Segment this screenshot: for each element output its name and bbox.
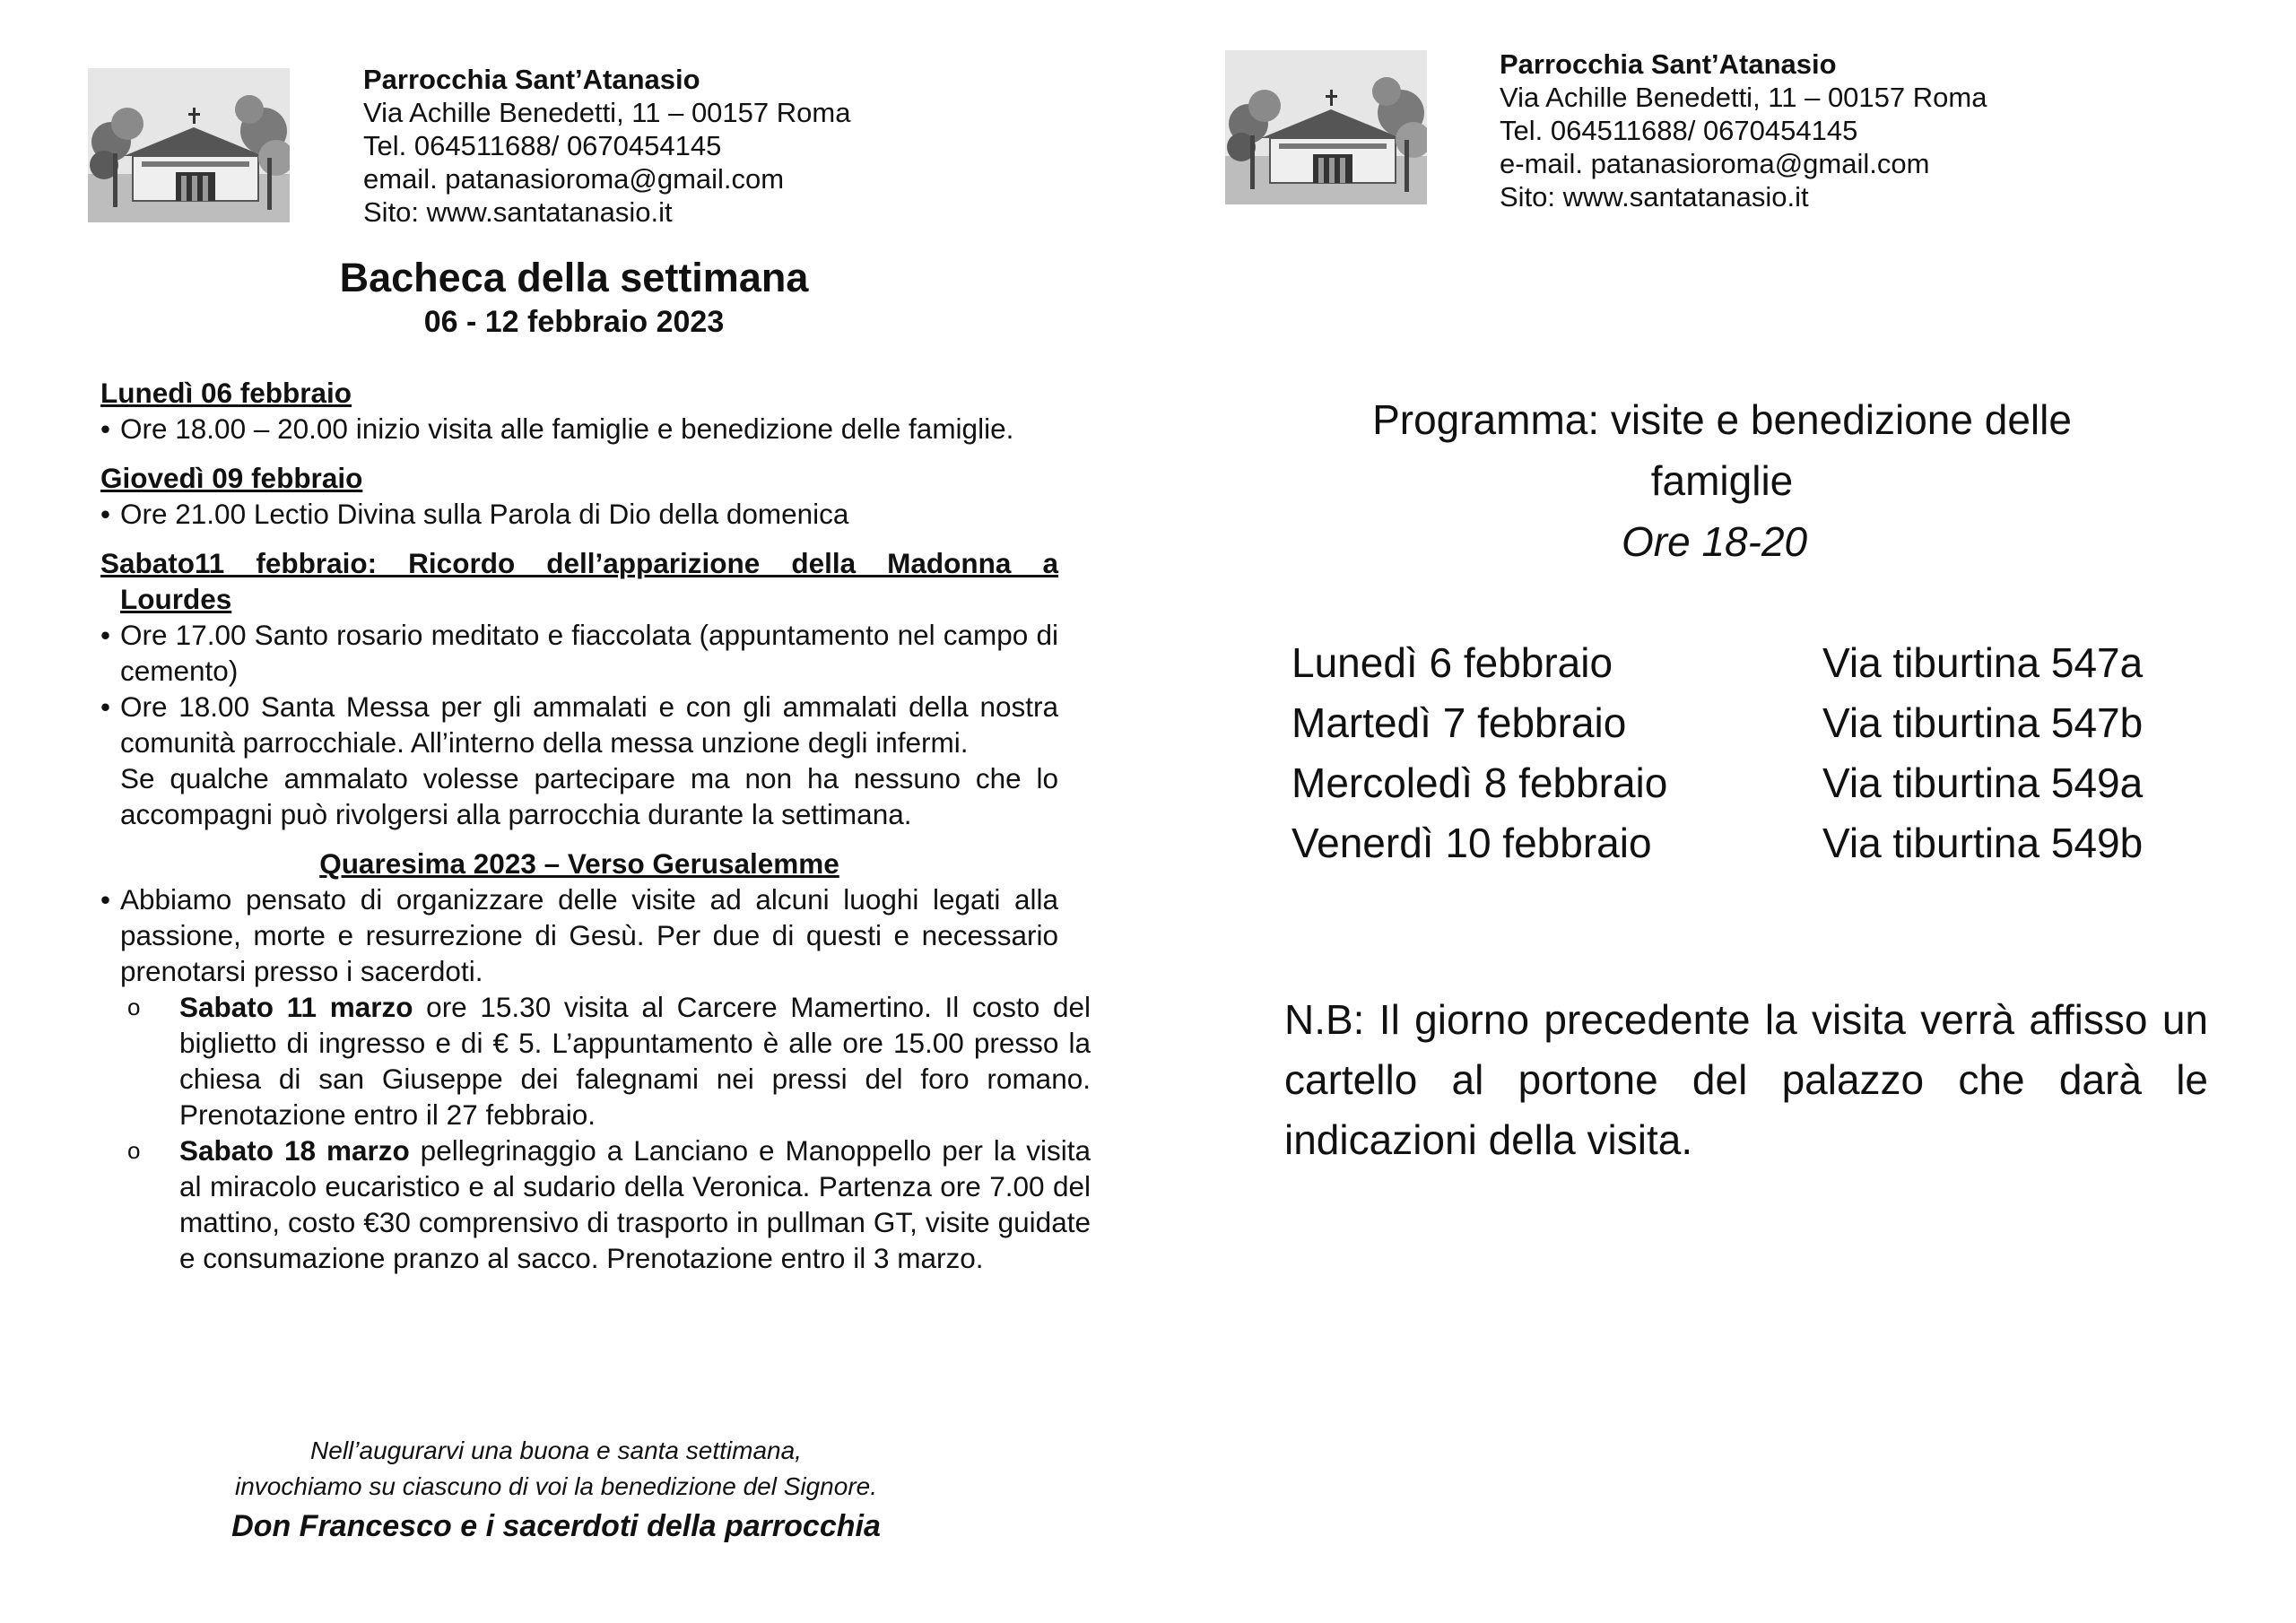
monday-list [100, 411, 1058, 447]
list-item: • Ore 17.00 Santo rosario meditato e fiaccolata (appuntamento nel campo di cemento) [100, 617, 1058, 689]
closing-line-1: Nell’augurarvi una buona e santa settimana, [310, 1436, 802, 1464]
visit2-text: pellegrinaggio a Lanciano e Manoppello per la visita al miracolo eucaristico e al sudario della Veronica. Partenza ore 7.00 del mattino, costo €30 comprensivo di trasporto in pullman GT, visite guidate e consumazione pranzo al sacco. Prenotazione entro il 3 marzo. [179, 1134, 1091, 1274]
visit-item [127, 989, 1091, 1133]
programma-page [1148, 0, 2296, 1623]
parish-website[interactable]: Sito: www.santatanasio.it [363, 196, 673, 228]
table-row [1292, 752, 2143, 812]
church-building-icon [88, 68, 290, 222]
saturday-heading-cont [100, 581, 1058, 617]
schedule-place: Via tiburtina 547a [1822, 638, 2144, 686]
closing-line-2: invochiamo su ciascuno di voi la benedizione del Signore. [235, 1472, 877, 1500]
schedule-day: Martedì 7 febbraio [1292, 699, 1627, 746]
parish-email[interactable]: e-mail. patanasioroma@gmail.com [1500, 148, 1930, 179]
programma-title-line2: famiglie [1650, 457, 1794, 504]
visit1-text: ore 15.30 visita al Carcere Mamertino. Il costo del biglietto di ingresso e di € 5. L’appuntamento è alle ore 15.00 presso la chiesa di san Giuseppe dei falegnami nei pressi del foro romano. Prenotazione entro il 27 febbraio. [179, 991, 1091, 1131]
mass-text: Ore 18.00 Santa Messa per gli ammalati e con gli ammalati della nostra comunità parrocchiale. All’interno della messa unzione degli infermi. [120, 690, 1058, 759]
programma-hours: Ore 18-20 [1622, 518, 1808, 565]
saturday-heading: Sabato11 febbraio: Ricordo dell’apparizione della Madonna a [100, 547, 1058, 579]
mass-extra-text: Se qualche ammalato volesse partecipare ma non ha nessuno che lo accompagni può rivolgersi alla parrocchia durante la settimana. [120, 762, 1058, 830]
bulletin-title [0, 253, 1148, 341]
list-item: • Ore 21.00 Lectio Divina sulla Parola di Dio della domenica [100, 496, 1058, 532]
visit-schedule-table [1292, 632, 2143, 872]
table-row [1292, 692, 2143, 752]
monday-heading: Lunedì 06 febbraio [100, 377, 352, 409]
list-item: • Ore 18.00 – 20.00 inizio visita alle famiglie e benedizione delle famiglie. [100, 411, 1058, 447]
programma-note: N.B: Il giorno precedente la visita verrà affisso un cartello al portone del palazzo che darà le indicazioni della visita. [1284, 996, 2208, 1163]
parish-name: Parrocchia Sant’Atanasio [1500, 48, 1837, 80]
closing-block [0, 1433, 1112, 1548]
list-item: • Abbiamo pensato di organizzare delle visite ad alcuni luoghi legati alla passione, morte e resurrezione di Gesù. Per due di questi e necessario prenotarsi presso i sacerdoti. [100, 881, 1058, 989]
parish-header [363, 63, 850, 229]
bulletin-title-text: Bacheca della settimana [339, 255, 809, 300]
thursday-heading: Giovedì 09 febbraio [100, 462, 363, 494]
saturday-heading-cont-text: Lourdes [120, 583, 232, 615]
schedule-place: Via tiburtina 549b [1822, 819, 2144, 866]
visit1-date: Sabato 11 marzo [179, 991, 413, 1023]
programma-title [1148, 389, 2296, 572]
lent-visits-list [100, 989, 1091, 1276]
saturday-list [100, 617, 1058, 832]
parish-address: Via Achille Benedetti, 11 – 00157 Roma [363, 97, 851, 128]
schedule-place: Via tiburtina 549a [1822, 759, 2144, 806]
list-item [100, 689, 1058, 832]
programma-title-line1: Programma: visite e benedizione delle [1372, 396, 2072, 443]
bulletin-dates: 06 - 12 febbraio 2023 [423, 305, 725, 339]
church-building-icon [1225, 50, 1427, 204]
schedule-place: Via tiburtina 547b [1822, 699, 2144, 746]
visit-item [127, 1133, 1091, 1276]
parish-website[interactable]: Sito: www.santatanasio.it [1500, 181, 1809, 213]
parish-name: Parrocchia Sant’Atanasio [363, 64, 700, 95]
thursday-list [100, 496, 1058, 532]
bulletin-body [100, 375, 1091, 1276]
lent-heading: Quaresima 2023 – Verso Gerusalemme [319, 847, 839, 880]
lent-list [100, 881, 1058, 989]
parish-email[interactable]: email. patanasioroma@gmail.com [363, 163, 785, 195]
table-row [1292, 812, 2143, 872]
parish-phone: Tel. 064511688/ 0670454145 [363, 130, 722, 161]
schedule-day: Venerdì 10 febbraio [1292, 819, 1652, 866]
parish-phone: Tel. 064511688/ 0670454145 [1500, 115, 1858, 146]
closing-signature: Don Francesco e i sacerdoti della parrocchia [231, 1509, 881, 1543]
parish-header [1500, 48, 1987, 213]
parish-address: Via Achille Benedetti, 11 – 00157 Roma [1500, 82, 1987, 113]
table-row [1292, 632, 2143, 692]
schedule-day: Mercoledì 8 febbraio [1292, 759, 1668, 806]
schedule-day: Lunedì 6 febbraio [1292, 638, 1613, 686]
visit2-date: Sabato 18 marzo [179, 1134, 410, 1167]
